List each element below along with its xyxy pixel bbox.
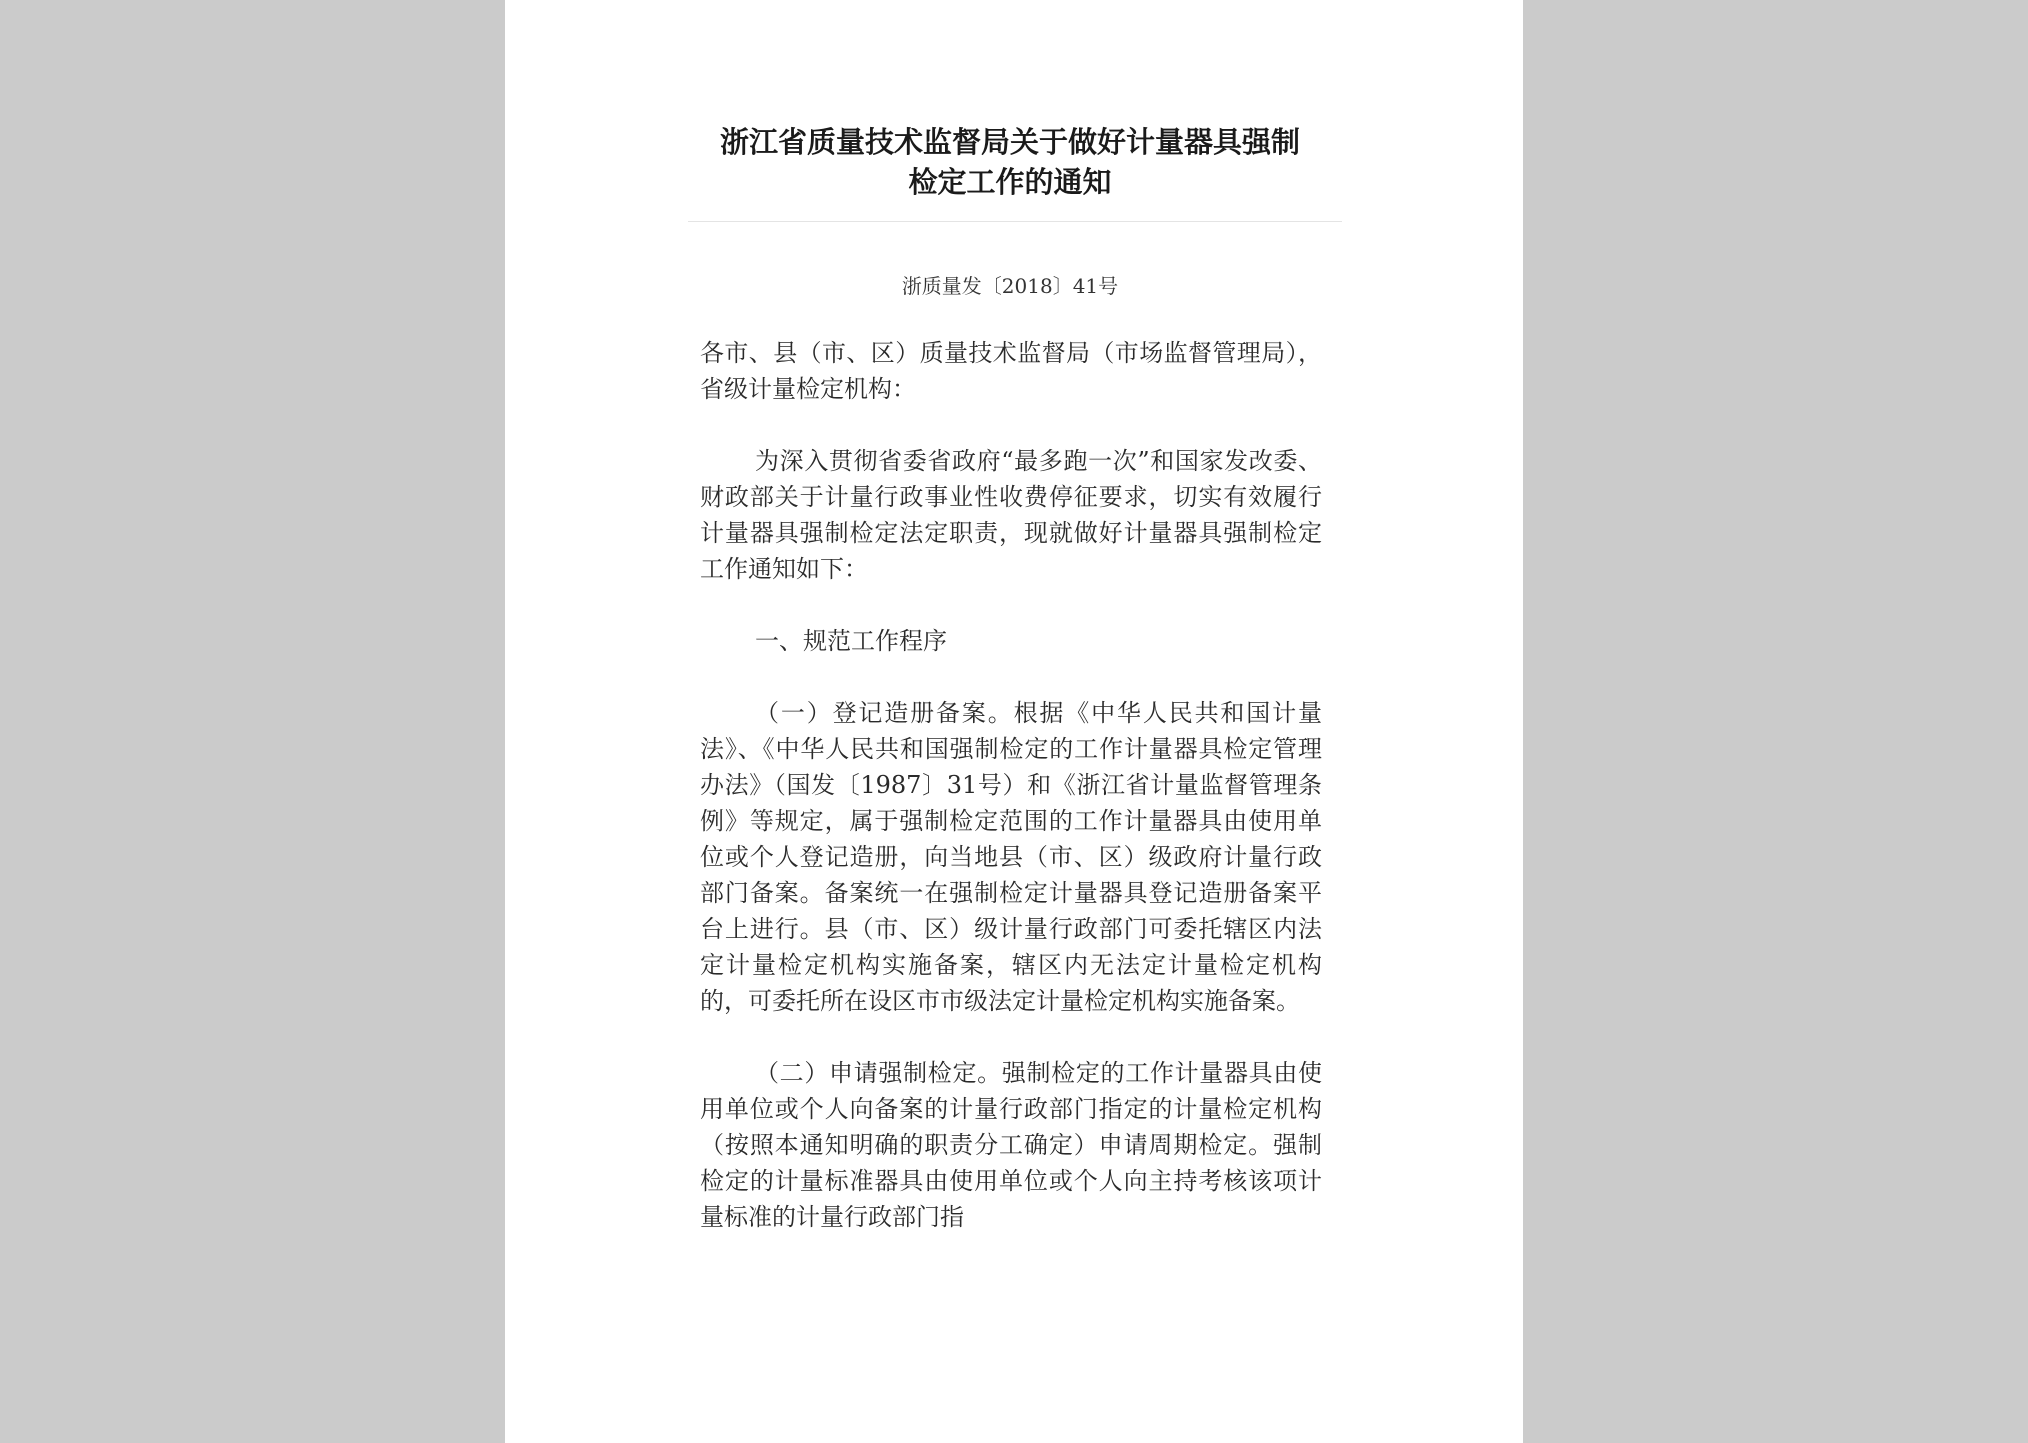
title-line-1: 浙江省质量技术监督局关于做好计量器具强制 [719, 125, 1300, 159]
intro-paragraph: 为深入贯彻省委省政府“最多跑一次”和国家发改委、财政部关于计量行政事业性收费停征要求，切实有效履行计量器具强制检定法定职责，现就做好计量器具强制检定工作通知如下： [700, 447, 1322, 583]
item-2-paragraph: （二）申请强制检定。强制检定的工作计量器具由使用单位或个人向备案的计量行政部门指定的计量检定机构（按照本通知明确的职责分工确定）申请周期检定。强制检定的计量标准器具由使用单位或个人向主持考核该项计量标准的计量行政部门指 [700, 1059, 1322, 1231]
document-body [700, 335, 1322, 1235]
document-number: 浙质量发〔2018〕41号 [901, 274, 1119, 298]
document-page [505, 0, 1523, 1443]
title-divider [688, 221, 1342, 222]
item-1-paragraph: （一）登记造册备案。根据《中华人民共和国计量法》、《中华人民共和国强制检定的工作计量器具检定管理办法》（国发〔1987〕31号）和《浙江省计量监督管理条例》等规定，属于强制检定范围的工作计量器具由使用单位或个人登记造册，向当地县（市、区）级政府计量行政部门备案。备案统一在强制检定计量器具登记造册备案平台上进行。县（市、区）级计量行政部门可委托辖区内法定计量检定机构实施备案，辖区内无法定计量检定机构的，可委托所在设区市市级法定计量检定机构实施备案。 [700, 699, 1322, 1015]
title-line-2: 检定工作的通知 [908, 165, 1112, 199]
document-title [685, 122, 1335, 202]
section-heading: 一、规范工作程序 [755, 627, 947, 655]
addressee-paragraph: 各市、县（市、区）质量技术监督局（市场监督管理局），省级计量检定机构： [700, 339, 1322, 403]
